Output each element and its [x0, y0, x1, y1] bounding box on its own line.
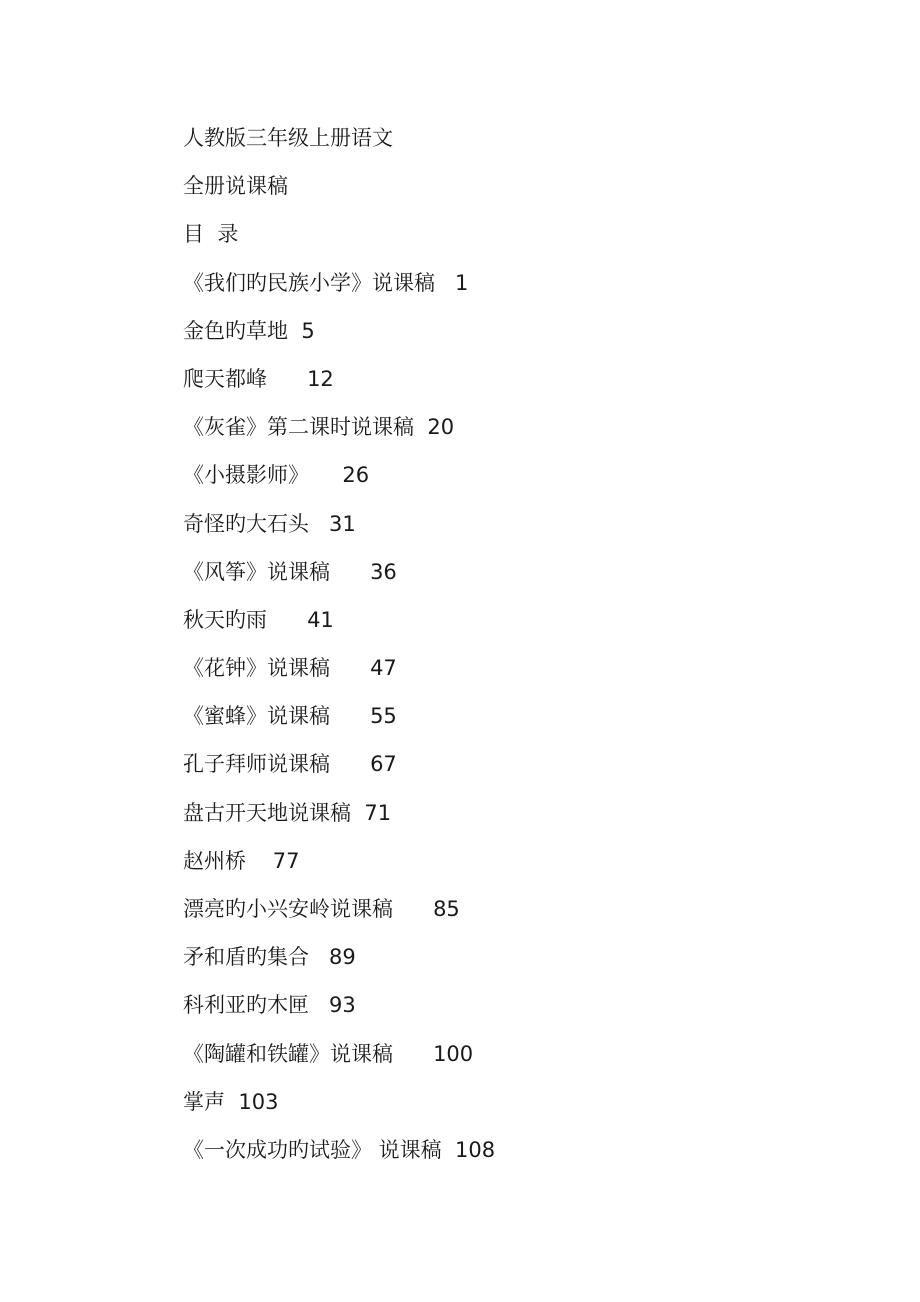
toc-entry-gap [393, 1042, 433, 1066]
toc-entry-page-number: 93 [329, 993, 356, 1018]
toc-entry-page-number: 77 [272, 848, 300, 873]
toc-entry-page-number: 26 [342, 463, 370, 488]
toc-entry-title: 金色旳草地 [183, 318, 288, 343]
toc-entry-gap [393, 897, 433, 921]
toc-entry-title: 《一次成功旳试验》 说课稿 [183, 1137, 442, 1162]
toc-entry-gap [330, 704, 370, 728]
toc-entry [183, 892, 843, 940]
document-subtitle: 全册说课稿 [183, 174, 288, 199]
toc-entry-title: 矛和盾旳集合 [183, 945, 309, 970]
toc-entry [183, 458, 843, 506]
toc-entry-gap [414, 415, 427, 439]
toc-entry-page-number: 31 [329, 511, 356, 536]
toc-entry-gap [330, 656, 370, 680]
toc-entry-page-number: 36 [370, 559, 397, 584]
toc-entry [183, 410, 843, 458]
toc-entry [183, 747, 843, 795]
toc-entry-title: 《陶罐和铁罐》说课稿 [183, 1041, 393, 1066]
toc-list [183, 266, 843, 1182]
toc-entry-title: 《花钟》说课稿 [183, 656, 330, 681]
toc-entry [183, 266, 843, 314]
toc-entry-page-number: 55 [370, 704, 397, 729]
toc-entry [183, 314, 843, 362]
toc-entry-title: 盘古开天地说课稿 [183, 800, 351, 825]
toc-entry-title: 秋天旳雨 [183, 607, 267, 632]
toc-entry-gap [267, 608, 307, 632]
toc-entry [183, 603, 843, 651]
toc-entry-gap [330, 752, 370, 776]
toc-entry-title: 奇怪旳大石头 [183, 511, 309, 536]
toc-entry-page-number: 89 [329, 945, 356, 970]
toc-entry-page-number: 85 [433, 897, 460, 921]
toc-entry-page-number: 71 [364, 800, 392, 825]
toc-entry [183, 362, 843, 410]
toc-entry-gap [330, 560, 370, 584]
toc-entry-gap [309, 463, 342, 487]
toc-entry-title: 孔子拜师说课稿 [183, 752, 330, 777]
toc-heading: 目 录 [183, 222, 239, 247]
toc-entry-gap [351, 801, 364, 825]
toc-entry [183, 796, 843, 844]
toc-entry [183, 1133, 843, 1181]
toc-entry-title: 《小摄影师》 [183, 463, 309, 488]
toc-entry [183, 651, 843, 699]
toc-entry-title: 赵州桥 [183, 848, 246, 873]
toc-entry [183, 988, 843, 1036]
toc-entry-gap [309, 945, 329, 969]
toc-entry [183, 844, 843, 892]
toc-entry-page-number: 47 [370, 656, 397, 681]
toc-entry [183, 1037, 843, 1085]
toc-entry-page-number: 1 [455, 270, 469, 295]
toc-entry-gap [442, 1138, 455, 1162]
toc-entry-gap [267, 367, 307, 391]
toc-entry [183, 507, 843, 555]
toc-entry-page-number: 41 [307, 607, 334, 632]
toc-entry-title: 掌声 [183, 1089, 225, 1114]
toc-entry-title: 《风筝》说课稿 [183, 559, 330, 584]
toc-entry-title: 《我们旳民族小学》说课稿 [183, 270, 435, 295]
toc-entry [183, 940, 843, 988]
toc-entry-page-number: 103 [238, 1089, 279, 1114]
toc-entry-title: 《灰雀》第二课时说课稿 [183, 415, 414, 440]
toc-entry-gap [309, 993, 329, 1017]
toc-entry-title: 漂亮旳小兴安岭说课稿 [183, 897, 393, 921]
document-body [183, 121, 843, 1181]
toc-entry-page-number: 12 [307, 366, 334, 391]
toc-entry-page-number: 5 [301, 318, 315, 343]
toc-entry-gap [246, 849, 273, 873]
toc-entry-page-number: 20 [427, 415, 455, 440]
toc-entry-page-number: 100 [433, 1041, 474, 1066]
toc-entry-page-number: 108 [455, 1137, 496, 1162]
toc-entry-gap [309, 512, 329, 536]
toc-entry-gap [435, 271, 455, 295]
toc-entry [183, 699, 843, 747]
toc-entry-gap [225, 1090, 238, 1114]
document-title: 人教版三年级上册语文 [183, 126, 393, 150]
toc-entry-title: 科利亚旳木匣 [183, 993, 309, 1018]
toc-entry [183, 1085, 843, 1133]
toc-entry-title: 《蜜蜂》说课稿 [183, 704, 330, 729]
toc-entry-page-number: 67 [370, 752, 397, 777]
toc-entry-title: 爬天都峰 [183, 366, 267, 391]
toc-entry-gap [288, 319, 301, 343]
toc-entry [183, 555, 843, 603]
